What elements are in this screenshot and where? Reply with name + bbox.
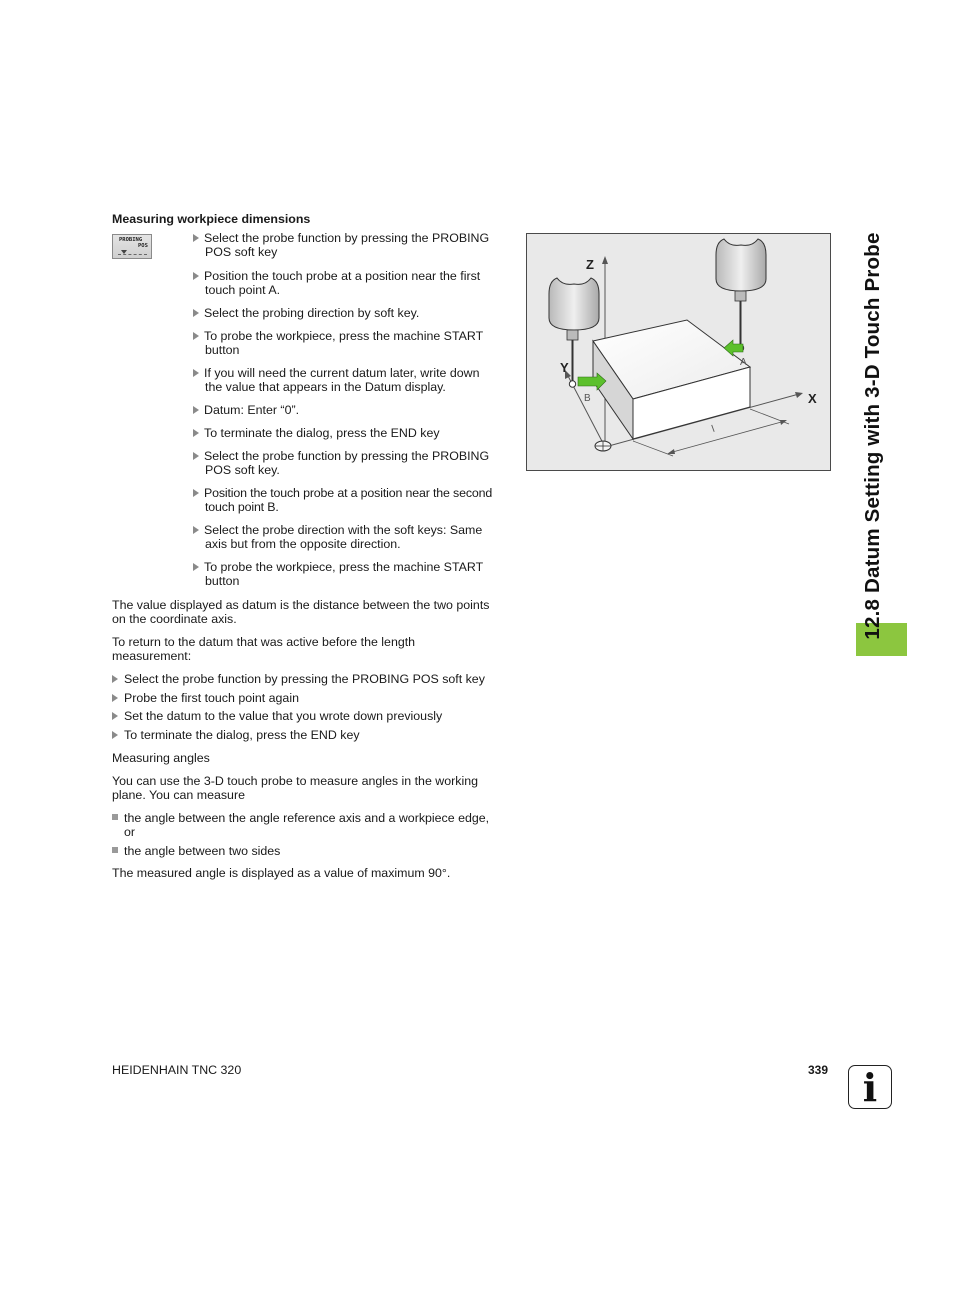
step-line: button xyxy=(205,574,240,589)
dim-arrow-left-icon xyxy=(667,449,675,454)
return-step-text: To terminate the dialog, press the END key xyxy=(124,728,360,742)
footer-product: HEIDENHAIN TNC 320 xyxy=(112,1063,242,1077)
return-step-item xyxy=(112,728,512,742)
dimension-l-label: l xyxy=(710,423,717,435)
axis-y-label: Y xyxy=(560,360,569,375)
dashed-line-icon xyxy=(118,254,147,255)
figure-drawing xyxy=(527,234,830,470)
info-icon xyxy=(848,1065,892,1109)
step-line: touch point A. xyxy=(205,283,281,298)
paragraph-line: The value displayed as datum is the distance between the two points xyxy=(112,598,490,612)
return-step-text: Set the datum to the value that you wrote down previously xyxy=(124,709,443,723)
step-line: axis but from the opposite direction. xyxy=(205,537,401,552)
step-item xyxy=(193,231,508,260)
info-glyph: i xyxy=(862,1065,878,1110)
paragraph-line: on the coordinate axis. xyxy=(112,612,237,627)
step-item xyxy=(193,366,508,395)
triangle-bullet-icon xyxy=(193,526,199,534)
point-b-label: B xyxy=(584,393,591,404)
triangle-bullet-icon xyxy=(193,234,199,242)
triangle-bullet-icon xyxy=(112,675,118,683)
touch-probe-b-icon xyxy=(549,278,599,387)
step-item xyxy=(193,306,508,320)
angle-item-line: or xyxy=(124,825,136,840)
z-axis-arrow-icon xyxy=(602,256,608,264)
triangle-bullet-icon xyxy=(193,332,199,340)
step-line: If you will need the current datum later, write down xyxy=(204,366,480,380)
step-line: Position the touch probe at a position near the second xyxy=(204,486,493,500)
chapter-side-title xyxy=(856,212,890,660)
dim-ext-left xyxy=(633,441,673,456)
step-item xyxy=(193,269,508,298)
section-title: Measuring workpiece dimensions xyxy=(112,212,311,226)
measured-angle-paragraph: The measured angle is displayed as a value of maximum 90°. xyxy=(112,866,451,880)
step-item xyxy=(193,560,508,589)
triangle-bullet-icon xyxy=(112,731,118,739)
point-a-label: A xyxy=(740,357,747,368)
step-item xyxy=(193,449,508,478)
step-line: Select the probe direction with the soft keys: Same xyxy=(204,523,483,537)
return-step-item xyxy=(112,709,512,723)
angle-list-item xyxy=(112,811,512,840)
triangle-bullet-icon xyxy=(193,563,199,571)
probing-pos-softkey xyxy=(112,234,152,259)
triangle-bullet-icon xyxy=(112,694,118,702)
step-line: Select the probe function by pressing the PROBING xyxy=(204,449,490,463)
angle-item-line: the angle between the angle reference axis and a workpiece edge, xyxy=(124,811,490,825)
softkey-label-line2: POS xyxy=(138,243,148,249)
return-datum-paragraph xyxy=(112,635,512,664)
step-item xyxy=(193,329,508,358)
triangle-bullet-icon xyxy=(193,406,199,414)
step-line: Position the touch probe at a position near the first xyxy=(204,269,481,283)
step-item xyxy=(193,523,508,552)
axis-x-label: X xyxy=(808,391,817,406)
step-line: the value that appears in the Datum display. xyxy=(205,380,446,395)
probe-measurement-figure xyxy=(526,233,831,471)
touch-probe-a-icon xyxy=(716,239,766,351)
paragraph-line: measurement: xyxy=(112,649,192,664)
step-line: To terminate the dialog, press the END key xyxy=(204,426,440,440)
step-line: To probe the workpiece, press the machine START xyxy=(204,329,484,343)
dimension-line xyxy=(669,421,785,453)
return-step-item xyxy=(112,691,512,705)
step-item xyxy=(193,486,508,515)
step-item xyxy=(193,426,508,440)
triangle-bullet-icon xyxy=(112,712,118,720)
return-step-item xyxy=(112,672,512,686)
paragraph-line: To return to the datum that was active before the length xyxy=(112,635,416,649)
return-step-text: Select the probe function by pressing the PROBING POS soft key xyxy=(124,672,485,686)
return-step-text: Probe the first touch point again xyxy=(124,691,299,705)
paragraph-line: You can use the 3-D touch probe to measure angles in the working xyxy=(112,774,478,788)
step-line: Select the probe function by pressing the PROBING xyxy=(204,231,490,245)
triangle-bullet-icon xyxy=(193,452,199,460)
square-bullet-icon xyxy=(112,814,118,820)
step-line: POS soft key. xyxy=(205,463,280,478)
step-line: POS soft key xyxy=(205,245,278,260)
step-line: Select the probing direction by soft key. xyxy=(204,306,420,320)
square-bullet-icon xyxy=(112,847,118,853)
angles-intro-paragraph xyxy=(112,774,512,803)
angles-heading: Measuring angles xyxy=(112,751,210,765)
step-item xyxy=(193,403,508,417)
angle-item-line: the angle between two sides xyxy=(124,844,281,858)
triangle-bullet-icon xyxy=(193,309,199,317)
step-line: touch point B. xyxy=(205,500,279,515)
axis-z-label: Z xyxy=(586,257,594,272)
triangle-bullet-icon xyxy=(193,429,199,437)
triangle-bullet-icon xyxy=(193,489,199,497)
paragraph-line: plane. You can measure xyxy=(112,788,245,803)
side-title-text: 12.8 Datum Setting with 3-D Touch Probe xyxy=(861,232,884,640)
step-line: button xyxy=(205,343,240,358)
triangle-bullet-icon xyxy=(193,369,199,377)
step-line: To probe the workpiece, press the machine START xyxy=(204,560,484,574)
triangle-bullet-icon xyxy=(193,272,199,280)
softkey-label-line1: PROBING xyxy=(119,237,143,243)
datum-distance-paragraph xyxy=(112,598,512,627)
step-line: Datum: Enter “0”. xyxy=(204,403,300,417)
page-number: 339 xyxy=(808,1063,829,1077)
x-axis-arrow-icon xyxy=(795,392,803,398)
angle-list-item xyxy=(112,844,512,858)
